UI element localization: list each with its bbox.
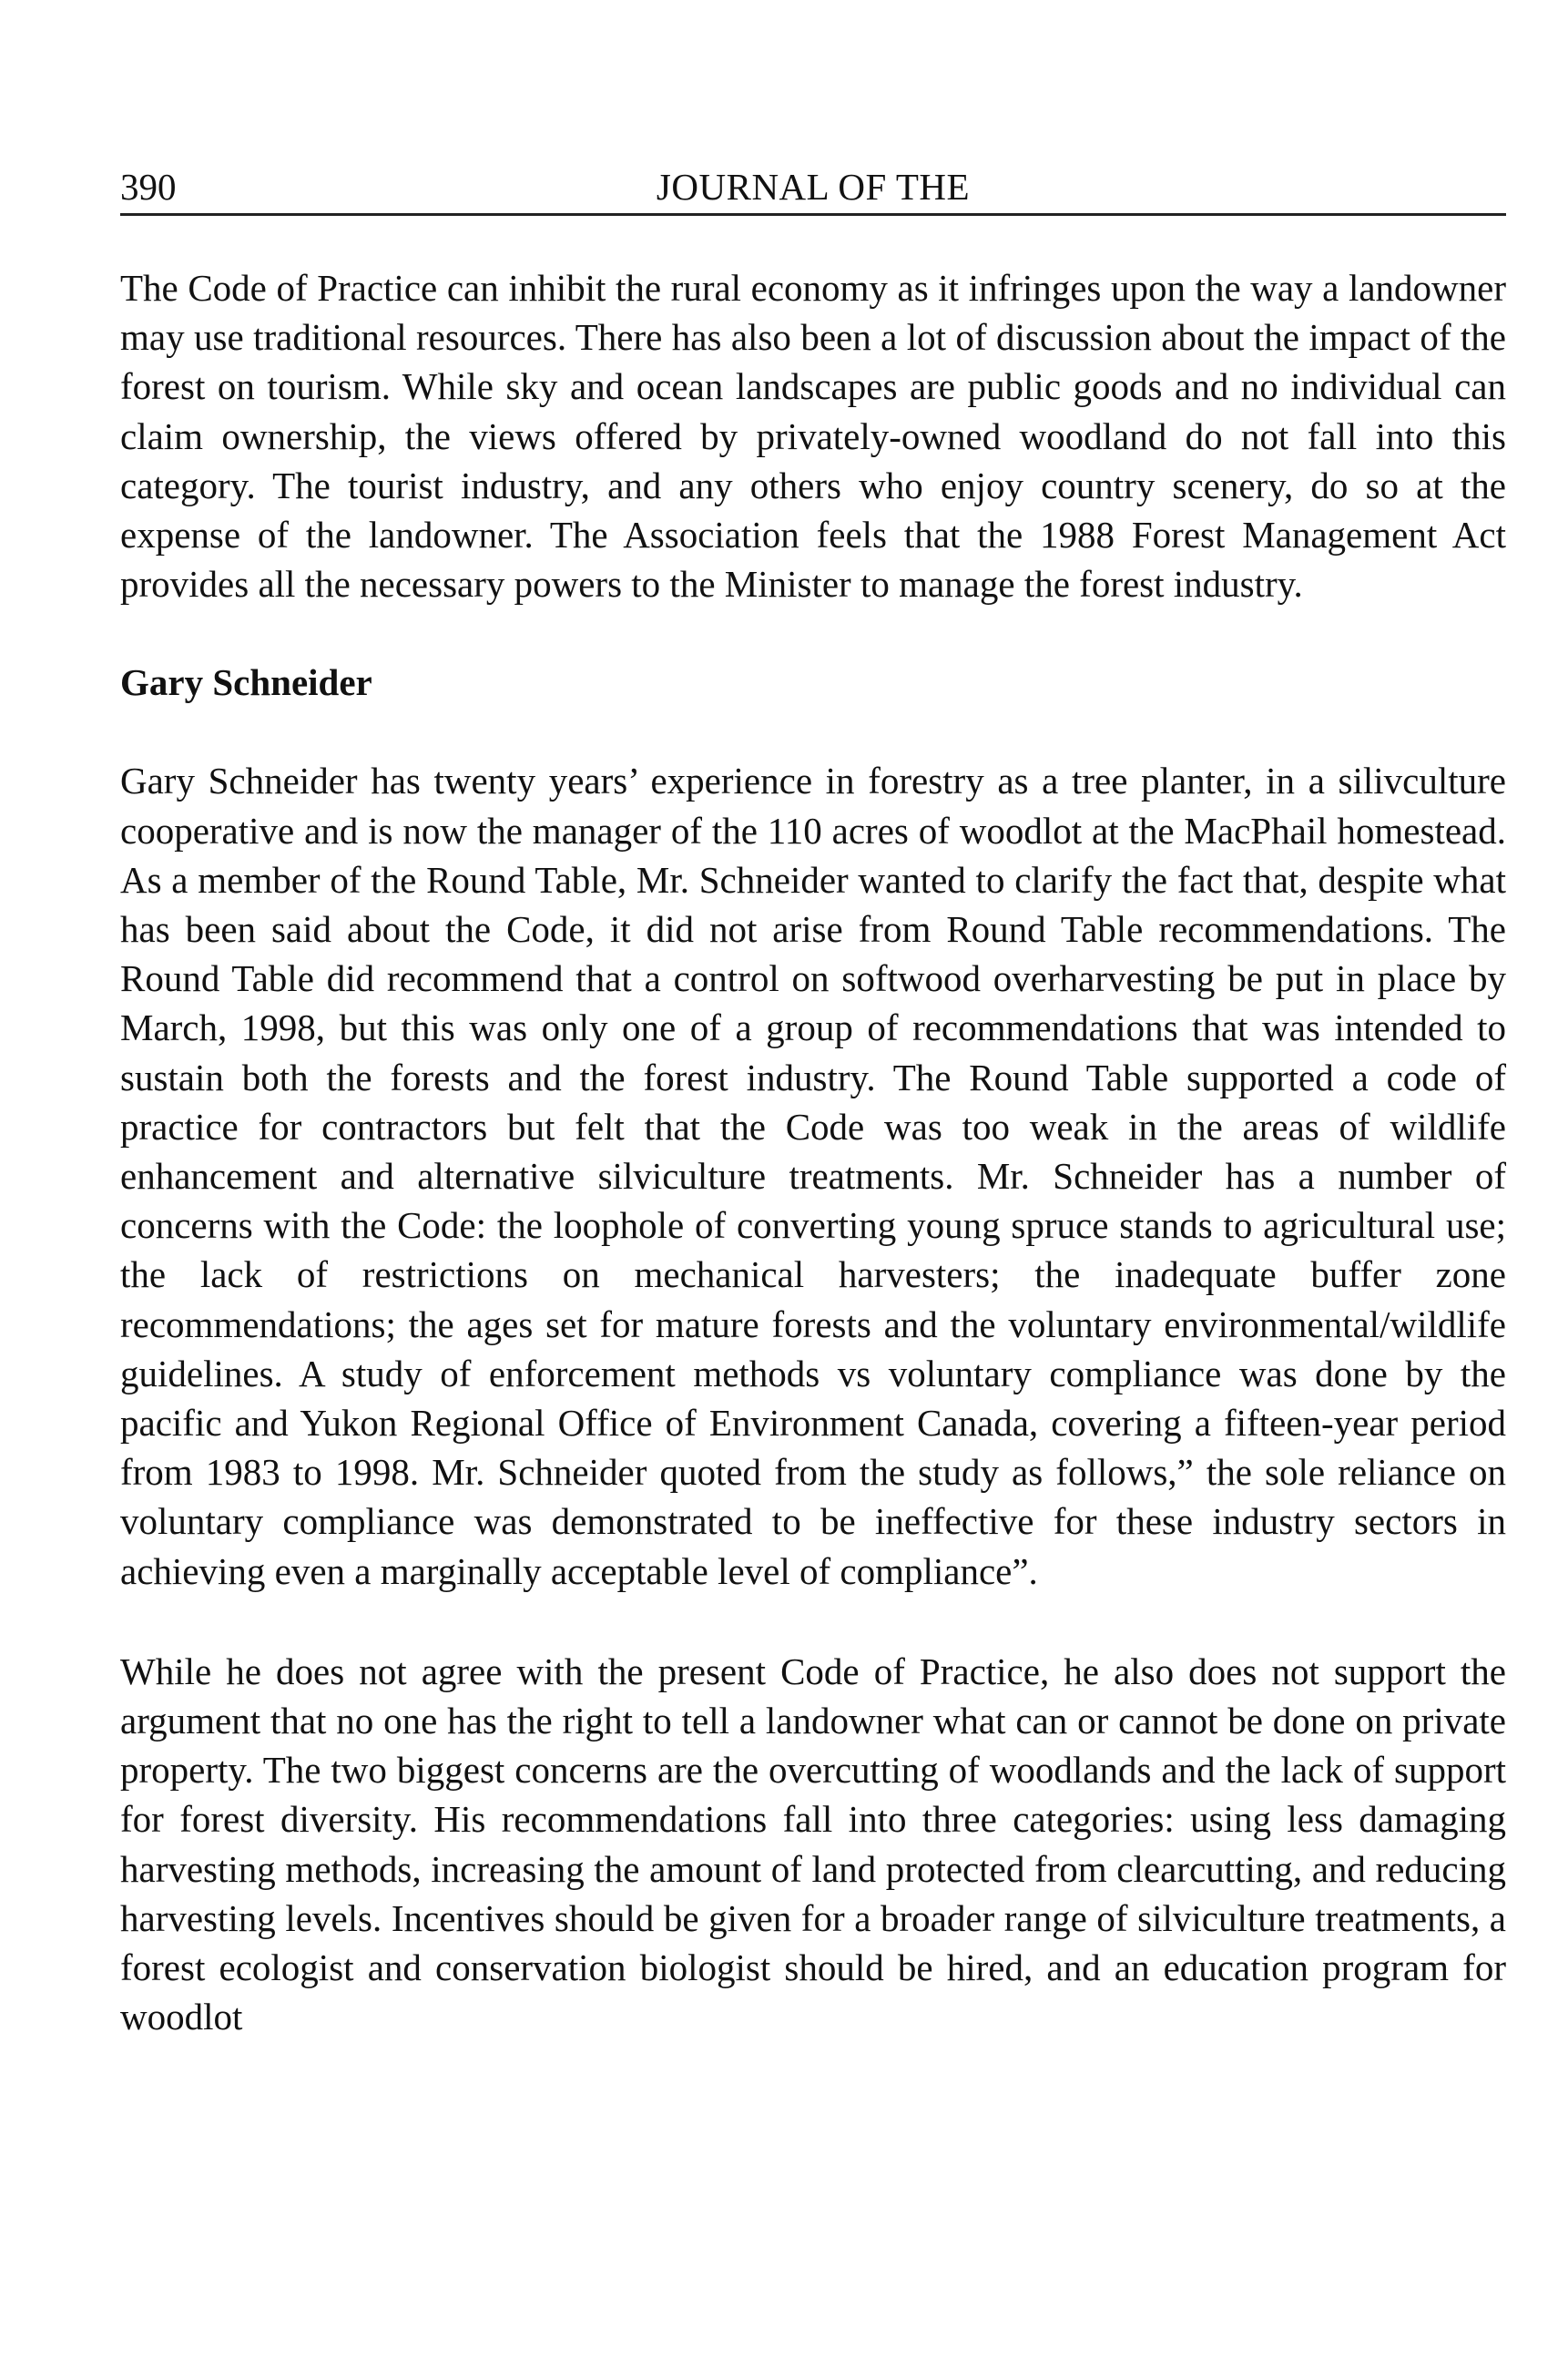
- paragraph-schneider-background: Gary Schneider has twenty years’ experience in forestry as a tree planter, in a silivculture cooperative and is now the manager of the 110 acres of woodlot at the MacPhail homestead. As a member of the Round Table, Mr. Schneider wanted to clarify the fact that, despite what has been said about the Code, it did not arise from Round Table recommendations. The Round Table did recommend that a control on softwood overharvesting be put in place by March, 1998, but this was only one of a group of recommendations that was intended to sustain both the forests and the forest industry. The Round Table supported a code of practice for contractors but felt that the Code was too weak in the areas of wildlife enhancement and alternative silviculture treatments. Mr. Schneider has a number of concerns with the Code: the loophole of converting young spruce stands to agricultural use; the lack of restrictions on mechanical harvesters; the inadequate buffer zone recommendations; the ages set for mature forests and the voluntary environmental/wildlife guidelines. A study of enforcement methods vs voluntary compliance was done by the pacific and Yukon Regional Office of Environment Canada, covering a fifteen-year period from 1983 to 1998. Mr. Schneider quoted from the study as follows,” the sole reliance on voluntary compliance was demonstrated to be ineffective for these industry sectors in achieving even a marginally acceptable level of compliance”.: [120, 760, 1506, 1592]
- paragraph-code-of-practice: The Code of Practice can inhibit the rural economy as it infringes upon the way a landowner may use traditional resources. There has also been a lot of discussion about the impact of the forest on tourism. While sky and ocean landscapes are public goods and no individual can claim ownership, the views offered by privately-owned woodland do not fall into this category. The tourist industry, and any others who enjoy country scenery, do so at the expense of the landowner. The Association feels that the 1988 Forest Management Act provides all the necessary powers to the Minister to manage the forest industry.: [120, 267, 1506, 606]
- journal-title: JOURNAL OF THE: [656, 166, 971, 208]
- section-heading-gary-schneider: Gary Schneider: [120, 661, 372, 704]
- document-page: [120, 164, 1506, 2042]
- paragraph-schneider-recommendations: While he does not agree with the present Code of Practice, he also does not support the argument that no one has the right to tell a landowner what can or cannot be done on private property. The two biggest concerns are the overcutting of woodlands and the lack of support for forest diversity. His recommendations fall into three categories: using less damaging harvesting methods, increasing the amount of land protected from clearcutting, and reducing harvesting levels. Incentives should be given for a broader range of silviculture treatments, a forest ecologist and conservation biologist should be hired, and an education program for woodlot: [120, 1650, 1506, 2038]
- page-number: 390: [120, 166, 177, 208]
- running-header: [120, 164, 1506, 216]
